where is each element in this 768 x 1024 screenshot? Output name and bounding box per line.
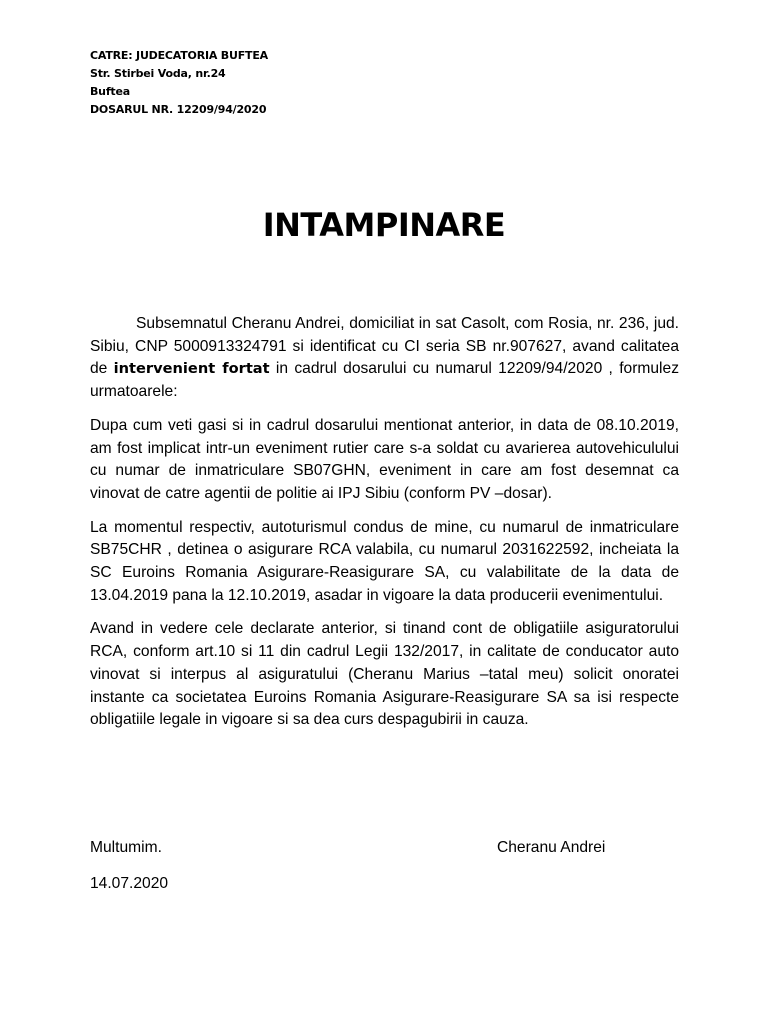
paragraph-intro-bold: intervenient fortat: [113, 360, 270, 378]
recipient-court: CATRE: JUDECATORIA BUFTEA: [90, 49, 268, 62]
closing-text: Multumim.: [90, 839, 162, 856]
document-body: [90, 313, 679, 743]
document-date: 14.07.2020: [90, 875, 169, 892]
paragraph-request: Avand in vedere cele declarate anterior, si tinand cont de obligatiile asiguratorului RCA, conform art.10 si 11 din cadrul Legii 132/2017, in calitate de conducator auto vinovat si interpus al asiguratului (Cheranu Marius –tatal meu) solicit onoratei instante ca societatea Euroins Romania Asigurare-Reasigurare SA sa isi respecte obligatiile legale in vigoare si sa dea curs despagubirii in cauza.: [90, 620, 679, 729]
paragraph-intro-text-after: in cadrul dosarului cu numarul 12209/94/2020 , formulez urmatoarele:: [90, 360, 679, 401]
paragraph-incident: Dupa cum veti gasi si in cadrul dosarului mentionat anterior, in data de 08.10.2019, am fost implicat intr-un eveniment rutier care s-a soldat cu avarierea autovehiculului cu numar de inmatriculare SB07GHN, eveniment in care am fost desemnat ca vinovat de catre agentii de politie ai IPJ Sibiu (conform PV –dosar).: [90, 416, 679, 502]
recipient-city: Buftea: [90, 85, 130, 98]
paragraph-intro: [90, 313, 679, 404]
recipient-address-block: [90, 47, 268, 119]
document-title: INTAMPINARE: [262, 206, 506, 244]
recipient-street: Str. Stirbei Voda, nr.24: [90, 67, 226, 80]
paragraph-intro-text-before: Subsemnatul Cheranu Andrei, domiciliat in sat Casolt, com Rosia, nr. 236, jud. Sibiu, CNP 5000913324791 si identificat cu CI seria SB nr.907627, avand calitatea de: [90, 315, 679, 378]
case-number: DOSARUL NR. 12209/94/2020: [90, 103, 267, 116]
signature-name: Cheranu Andrei: [497, 839, 606, 856]
paragraph-insurance: La momentul respectiv, autoturismul condus de mine, cu numarul de inmatriculare SB75CHR , detinea o asigurare RCA valabila, cu numarul 2031622592, incheiata la SC Euroins Romania Asigurare-Reasigurare SA, cu valabilitate de la data de 13.04.2019 pana la 12.10.2019, asadar in vigoare la data producerii evenimentului.: [90, 518, 679, 604]
